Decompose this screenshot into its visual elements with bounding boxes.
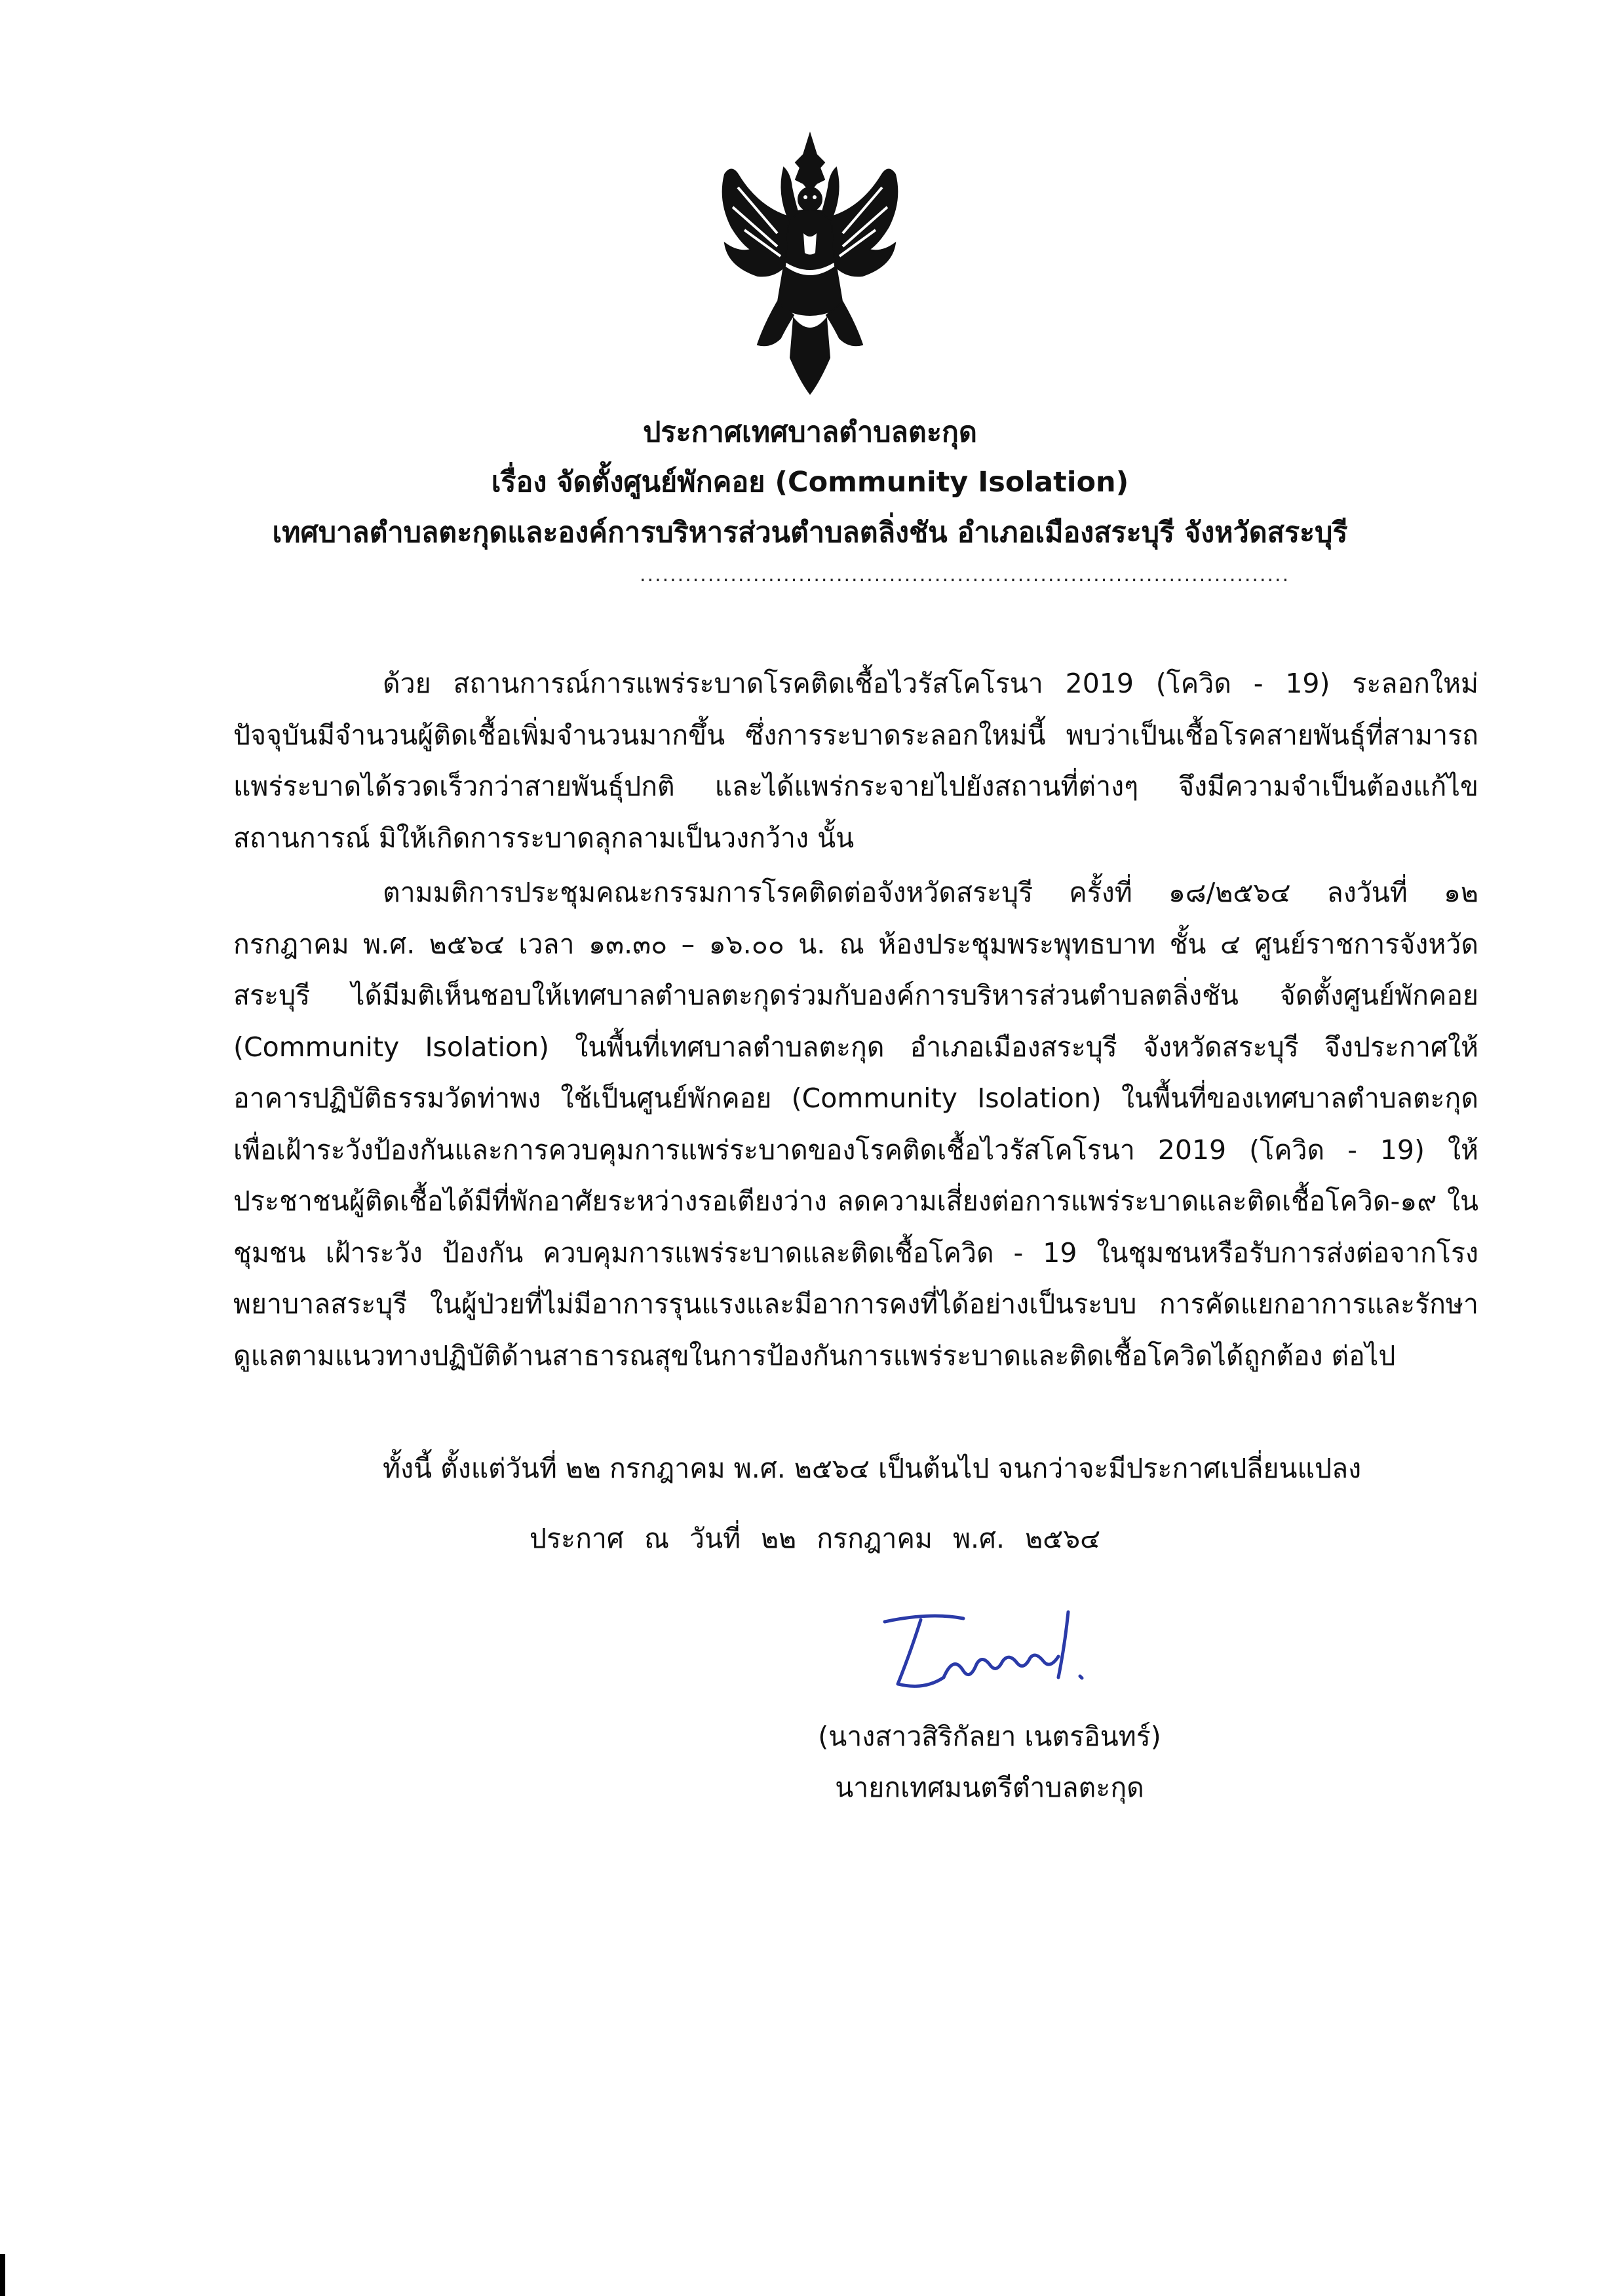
body-paragraph-2: ตามมติการประชุมคณะกรรมการโรคติดต่อจังหวัดสระบุรี ครั้งที่ ๑๘/๒๕๖๔ ลงวันที่ ๑๒ กรกฎาคม พ.ศ. ๒๕๖๔ เวลา ๑๓.๓๐ – ๑๖.๐๐ น. ณ ห้องประชุมพระพุทธบาท ชั้น ๔ ศูนย์ราชการจังหวัดสระบุรี ได้มีมติเห็นชอบให้เทศบาลตำบลตะกุดร่วมกับองค์การบริหารส่วนตำบลตลิ่งชัน จัดตั้งศูนย์พักคอย (Community Isolation) ในพื้นที่เทศบาลตำบลตะกุด อำเภอเมืองสระบุรี จังหวัดสระบุรี จึงประกาศให้ อาคารปฏิบัติธรรมวัดท่าพง ใช้เป็นศูนย์พักคอย (Community Isolation) ในพื้นที่ของเทศบาลตำบลตะกุด เพื่อเฝ้าระวังป้องกันและการควบคุมการแพร่ระบาดของโรคติดเชื้อไวรัสโคโรนา 2019 (โควิด - 19) ให้ประชาชนผู้ติดเชื้อได้มีที่พักอาศัยระหว่างรอเตียงว่าง ลดความเสี่ยงต่อการแพร่ระบาดและติดเชื้อโควิด-๑๙ ในชุมชน เฝ้าระวัง ป้องกัน ควบคุมการแพร่ระบาดและติดเชื้อโควิด - 19 ในชุมชนหรือรับการส่งต่อจากโรงพยาบาลสระบุรี ในผู้ป่วยที่ไม่มีอาการรุนแรงและมีอาการคงที่ได้อย่างเป็นระบบ การคัดแยกอาการและรักษาดูแลตามแนวทางปฏิบัติด้านสาธารณสุขในการป้องกันการแพร่ระบาดและติดเชื้อโควิดได้ถูกต้อง ต่อไป [233,877,1478,1371]
body-paragraph-3: ทั้งนี้ ตั้งแต่วันที่ ๒๒ กรกฎาคม พ.ศ. ๒๕๖๔ เป็นต้นไป จนกว่าจะมีประกาศเปลี่ยนแปลง [383,1453,1362,1484]
announcement-organizations: เทศบาลตำบลตะกุดและองค์การบริหารส่วนตำบลตลิ่งชัน อำเภอเมืองสระบุรี จังหวัดสระบุรี [272,516,1348,549]
signer-title: นายกเทศมนตรีตำบลตะกุด [835,1772,1144,1803]
scan-edge-mark [0,2254,5,2296]
handwritten-signature [872,1592,1134,1704]
garuda-emblem [712,128,908,397]
separator-line: ...................................................................................... [640,564,1290,586]
announcement-title: ประกาศเทศบาลตำบลตะกุด [643,416,977,449]
issued-date: ประกาศ ณ วันที่ ๒๒ กรกฎาคม พ.ศ. ๒๕๖๔ [530,1523,1101,1554]
body-paragraph-1: ด้วย สถานการณ์การแพร่ระบาดโรคติดเชื้อไวรัสโคโรนา 2019 (โควิด - 19) ระลอกใหม่ ปัจจุบันมีจำนวนผู้ติดเชื้อเพิ่มจำนวนมากขึ้น ซึ่งการระบาดระลอกใหม่นี้ พบว่าเป็นเชื้อโรคสายพันธุ์ที่สามารถแพร่ระบาดได้รวดเร็วกว่าสายพันธุ์ปกติ และได้แพร่กระจายไปยังสถานที่ต่างๆ จึงมีความจำเป็นต้องแก้ไขสถานการณ์ มิให้เกิดการระบาดลุกลามเป็นวงกว้าง นั้น [233,668,1478,854]
signer-name: (นางสาวสิริกัลยา เนตรอินทร์) [818,1721,1161,1752]
announcement-subject: เรื่อง จัดตั้งศูนย์พักคอย (Community Isolation) [491,466,1129,499]
